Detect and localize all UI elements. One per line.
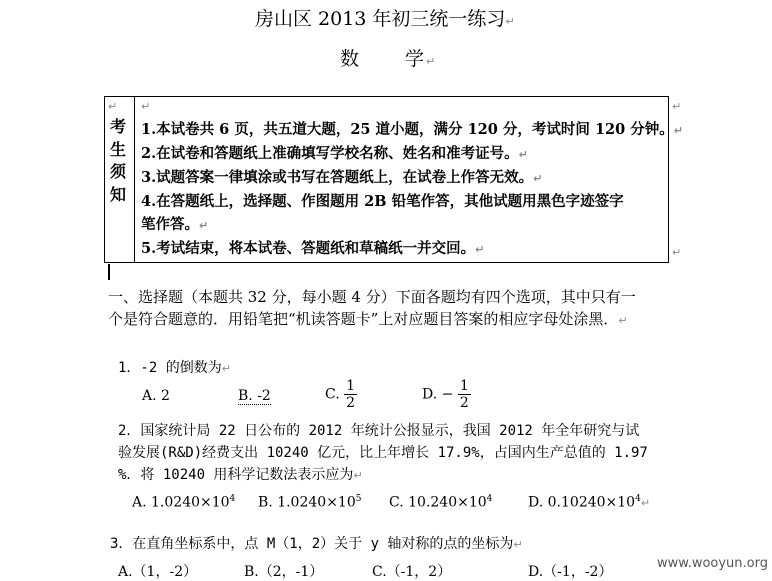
notice-label xyxy=(110,116,126,206)
paragraph-mark-icon: ↵ xyxy=(673,124,683,137)
paragraph-mark-icon: ↵ xyxy=(533,172,543,185)
q1-option-a: A. 2 xyxy=(142,388,170,404)
notice-rule: 4.在答题纸上，选择题、作图题用 2B 铅笔作答，其他试题用黑色字迹签字 xyxy=(141,193,624,210)
notice-rule: 5.考试结束，将本试卷、答题纸和草稿纸一并交回。↵ xyxy=(141,240,485,257)
subject-title xyxy=(340,44,437,71)
watermark: www.wooyun.org xyxy=(656,556,768,571)
paragraph-mark-icon: ↵ xyxy=(475,243,485,256)
paragraph-mark-icon: ↵ xyxy=(672,246,682,259)
q2-option-a: A. $1.0240\times 10^4$ xyxy=(132,494,236,511)
notice-rule: 3.试题答案一律填涂或书写在答题纸上，在试卷上作答无效。↵ xyxy=(141,169,543,186)
subject-char-2: 学 xyxy=(405,48,427,70)
subject-char-1: 数 xyxy=(340,48,362,70)
q1-option-d: D. − $\frac{1}{2}$ xyxy=(422,378,469,411)
paragraph-mark-icon: ↵ xyxy=(426,55,438,68)
paragraph-mark-icon: ↵ xyxy=(672,100,682,113)
paragraph-mark-icon: ↵ xyxy=(141,100,151,113)
q2-stem: 2．国家统计局 22 日公布的 2012 年统计公报显示，我国 2012 年全年研究与试 验发展(R&D)经费支出 10240 亿元，比上年增长 17.9%，占国内生产总值的 1.97 %．将 10240 用科学记数法表示应为↵ xyxy=(118,423,648,483)
section-heading-line: 个是符合题意的．用铅笔把“机读答题卡”上对应题目答案的相应字母处涂黑．↵ xyxy=(108,310,628,328)
notice-rule: 2.在试卷和答题纸上准确填写学校名称、姓名和准考证号。↵ xyxy=(141,145,528,162)
text-cursor xyxy=(108,264,110,280)
notice-rules xyxy=(141,118,683,261)
section-heading-line: 一、选择题（本题共 32 分，每小题 4 分）下面各题均有四个选项，其中只有一 xyxy=(108,288,636,306)
fraction: $\frac{1}{2}$ xyxy=(346,378,356,411)
notice-label-char: 考 xyxy=(110,117,127,136)
section-heading xyxy=(108,286,636,332)
paragraph-mark-icon: ↵ xyxy=(108,100,118,113)
q3-option-c: C.（-1，2） xyxy=(372,564,452,580)
q2-option-d: D. $0.10240\times 10^4↵$ xyxy=(528,494,651,511)
notice-rule: 1.本试卷共 6 页，共五道大题，25 道小题，满分 120 分，考试时间 120 分钟。↵ xyxy=(141,121,683,138)
paragraph-mark-icon: ↵ xyxy=(199,219,209,232)
notice-label-char: 须 xyxy=(110,162,127,181)
notice-label-char: 知 xyxy=(110,184,127,204)
paragraph-mark-icon: ↵ xyxy=(640,496,651,510)
notice-rule: 笔作答。↵ xyxy=(141,216,209,233)
notice-label-char: 生 xyxy=(110,139,127,159)
q3-option-b: B.（2，-1） xyxy=(244,564,324,580)
paragraph-mark-icon: ↵ xyxy=(618,314,628,327)
paragraph-mark-icon: ↵ xyxy=(221,362,231,375)
paragraph-mark-icon: ↵ xyxy=(513,538,523,551)
q2-option-c: C. $10.240\times 10^4$ xyxy=(389,494,493,511)
q1-stem: 1．-2 的倒数为↵ xyxy=(118,360,231,376)
fraction: $\frac{1}{2}$ xyxy=(459,378,469,411)
paragraph-mark-icon: ↵ xyxy=(353,469,363,482)
q1-option-b: B. -2 xyxy=(238,388,271,404)
exam-title-text: 房山区 2013 年初三统一练习 xyxy=(255,8,506,30)
paragraph-mark-icon: ↵ xyxy=(505,15,515,28)
notice-box-divider xyxy=(134,96,135,263)
q1-option-c: C. $\frac{1}{2}$ xyxy=(325,378,356,411)
paragraph-mark-icon: ↵ xyxy=(518,148,528,161)
exam-title xyxy=(255,4,515,31)
q3-option-d: D.（-1，-2） xyxy=(528,564,613,580)
q3-option-a: A.（1，-2） xyxy=(118,564,198,580)
q3-stem: 3．在直角坐标系中，点 M（1，2）关于 y 轴对称的点的坐标为↵ xyxy=(110,536,523,552)
q2-option-b: B. $1.0240\times 10^5$ xyxy=(258,494,362,511)
